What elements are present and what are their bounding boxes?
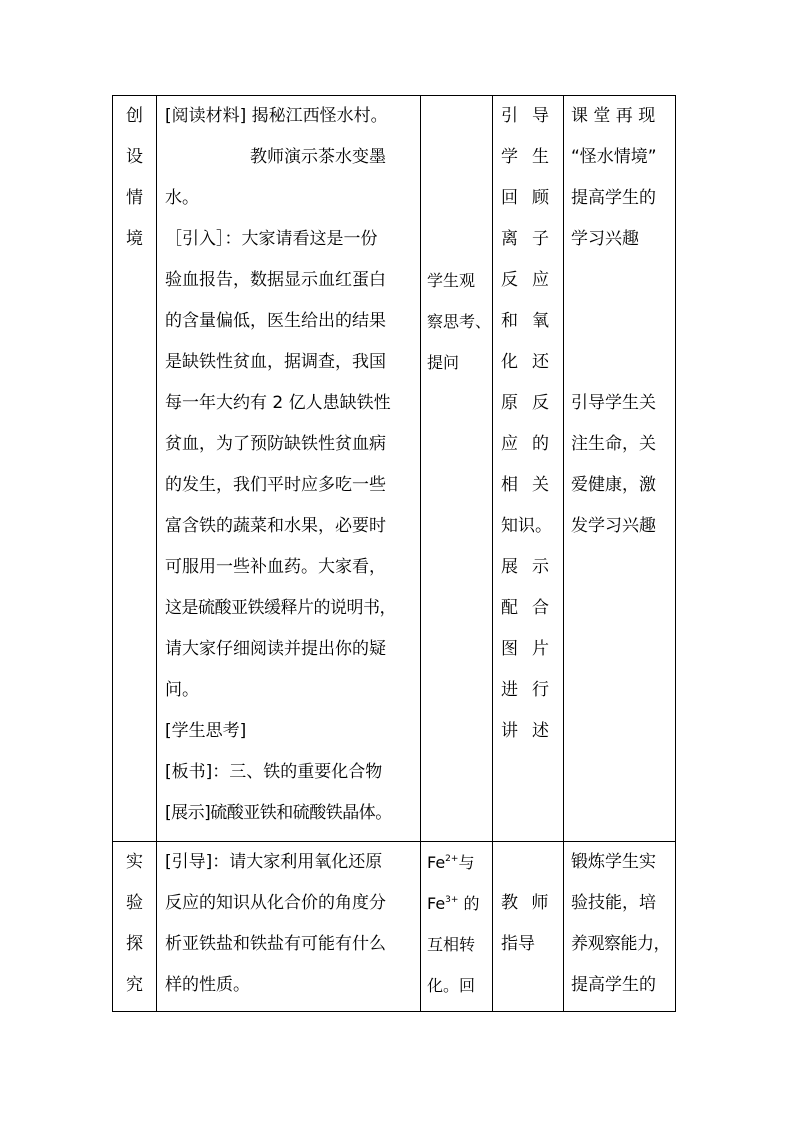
text-line: 相关 xyxy=(501,475,563,495)
ion-charge: 2+ xyxy=(445,854,459,864)
text-line: 提问 xyxy=(427,353,460,372)
stage-char: 究 xyxy=(126,975,143,995)
text-line: 贫血，为了预防缺铁性贫血病 xyxy=(165,434,386,454)
text-line: [阅读材料] 揭秘江西怪水村。 xyxy=(165,106,388,126)
text-line: 指导 xyxy=(501,934,535,954)
text-line: 应的 xyxy=(501,434,563,454)
stage-char: 情 xyxy=(126,188,143,208)
text-line: 察思考、 xyxy=(427,312,492,331)
method-cell xyxy=(493,96,564,842)
student-activity-cell xyxy=(421,842,493,1012)
method-cell xyxy=(493,842,564,1012)
text-line: 教 师 xyxy=(501,893,553,913)
text-line: 讲述 xyxy=(501,721,563,741)
text-fragment: 与 xyxy=(458,853,475,872)
text-line: 配合 xyxy=(501,598,563,618)
text-line: 互相转 xyxy=(427,935,476,954)
text-fragment: 的 xyxy=(458,894,480,913)
table-row-create-scenario xyxy=(113,96,676,842)
teacher-activity-cell xyxy=(157,842,421,1012)
text-line: 水。 xyxy=(165,188,199,208)
text-line: 引导学生关 xyxy=(571,393,656,413)
text-line: 富含铁的蔬菜和水果，必要时 xyxy=(165,516,386,536)
text-line: 展示 xyxy=(501,557,563,577)
student-activity-cell xyxy=(421,96,493,842)
text-line: 提高学生的 xyxy=(571,975,656,995)
text-line: 学生 xyxy=(501,147,563,167)
text-line: [学生思考] xyxy=(165,721,247,741)
text-line: 验技能，培 xyxy=(571,893,656,913)
text-line: 问。 xyxy=(165,680,199,700)
ion-symbol: Fe xyxy=(427,853,446,872)
text-line: 注生命，关 xyxy=(571,434,656,454)
text-line: 反应的知识从化合价的角度分 xyxy=(165,893,386,913)
lesson-plan-table xyxy=(112,95,676,1012)
text-line: 回顾 xyxy=(501,188,563,208)
ion-symbol: Fe xyxy=(427,894,446,913)
text-line: 原反 xyxy=(501,393,563,413)
teacher-activity-cell xyxy=(157,96,421,842)
text-line: 可服用一些补血药。大家看， xyxy=(165,557,386,577)
ion-charge: 3+ xyxy=(445,895,459,905)
text-line: ［引入］：大家请看这是一份 xyxy=(165,229,378,249)
stage-char: 境 xyxy=(126,229,143,249)
text-line: 养观察能力， xyxy=(571,934,670,954)
text-line: 这是硫酸亚铁缓释片的说明书， xyxy=(165,598,396,618)
stage-cell xyxy=(113,842,157,1012)
text-line: 离子 xyxy=(501,229,563,249)
text-line: 发学习兴趣 xyxy=(571,516,656,536)
text-line: 提高学生的 xyxy=(571,188,656,208)
stage-char: 实 xyxy=(126,852,143,872)
text-line: 的发生，我们平时应多吃一些 xyxy=(165,475,386,495)
text-line: 图片 xyxy=(501,639,563,659)
text-line: [引导]：请大家利用氧化还原 xyxy=(165,852,383,872)
text-line xyxy=(427,883,492,924)
text-line: [板书]：三、铁的重要化合物 xyxy=(165,762,383,782)
text-line: [展示]硫酸亚铁和硫酸铁晶体。 xyxy=(165,803,392,823)
design-intent-cell xyxy=(564,842,676,1012)
stage-char: 设 xyxy=(126,147,143,167)
text-line: 引导 xyxy=(501,106,563,126)
text-line: 化还 xyxy=(501,352,563,372)
text-line: 学习兴趣 xyxy=(571,229,639,249)
text-line xyxy=(427,842,492,883)
text-line: 爱健康，激 xyxy=(571,475,656,495)
text-line: 反应 xyxy=(501,270,563,290)
text-line: 请大家仔细阅读并提出你的疑 xyxy=(165,639,386,659)
text-line: 化。回 xyxy=(427,976,476,995)
text-line: 每一年大约有 2 亿人患缺铁性 xyxy=(165,393,391,413)
text-line: 教师演示茶水变墨 xyxy=(250,147,386,167)
text-line: 验血报告，数据显示血红蛋白 xyxy=(165,270,386,290)
stage-char: 探 xyxy=(126,934,143,954)
text-line: 锻炼学生实 xyxy=(571,852,656,872)
text-line: 知识。 xyxy=(501,516,552,536)
text-line: 样的性质。 xyxy=(165,975,250,995)
text-line: 课 堂 再 现 xyxy=(571,106,656,126)
text-line: 的含量偏低，医生给出的结果 xyxy=(165,311,386,331)
text-line: 析亚铁盐和铁盐有可能有什么 xyxy=(165,934,386,954)
design-intent-cell xyxy=(564,96,676,842)
stage-char: 创 xyxy=(126,106,143,126)
text-line: 是缺铁性贫血，据调查，我国 xyxy=(165,352,386,372)
text-line: 进行 xyxy=(501,680,563,700)
table-row-experiment xyxy=(113,842,676,1012)
text-line: “怪水情境” xyxy=(571,147,657,167)
stage-cell xyxy=(113,96,157,842)
text-line: 和氧 xyxy=(501,311,563,331)
stage-char: 验 xyxy=(126,893,143,913)
text-line: 学生观 xyxy=(427,271,476,290)
